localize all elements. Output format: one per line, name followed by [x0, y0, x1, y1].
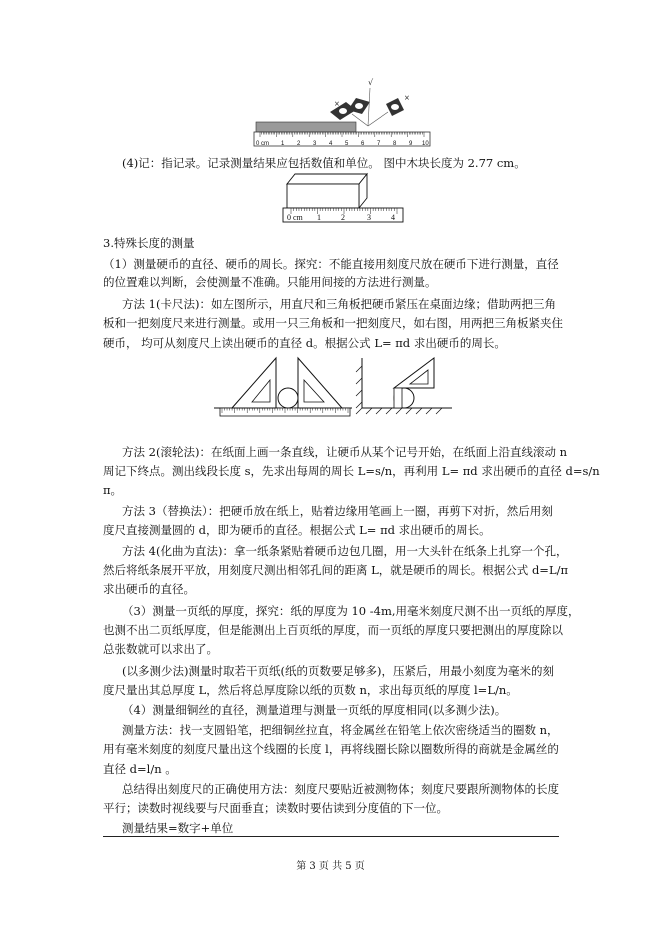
- eye-mark: √: [368, 78, 374, 87]
- ruler-label: 4: [391, 213, 395, 222]
- text-line: 测量方法：找一支圆铅笔，把细铜丝拉直，将金属丝在铅笔上依次密绕适当的圈数 n，: [122, 723, 559, 737]
- ruler-label: 10: [422, 141, 429, 147]
- text-line: 的位置难以判断，会使测量不准确。只能用间接的方法进行测量。: [103, 275, 437, 289]
- text-line: 也测不出二页纸厚度，但是能测出上百页纸的厚度，而一页纸的厚度只要把测出的厚度除以: [103, 623, 563, 637]
- ruler-label: 0 cm: [287, 213, 303, 222]
- text-line: 然后将纸条展开平放，用刻度尺测出相邻孔间的距离 L，就是硬币的周长。根据公式 d=L/π: [103, 563, 569, 577]
- text-line: π。: [103, 483, 123, 497]
- text-line: 方法 2(滚轮法)：在纸面上画一条直线，让硬币从某个记号开始，在纸面上沿直线滚动 n: [122, 445, 568, 459]
- ruler-label: 5: [345, 141, 349, 147]
- text-line: 求出硬币的直径。: [103, 582, 195, 596]
- text-line: 总张数就可以求出了。: [103, 642, 218, 656]
- text-line: 平行；读数时视线要与尺面垂直；读数时要估读到分度值的下一位。: [103, 801, 448, 815]
- text-line: 方法 4(化曲为直法)：拿一纸条紧贴着硬币边包几圈，用一大头针在纸条上扎穿一个孔，: [122, 544, 568, 558]
- text-line: 总结得出刻度尺的正确使用方法：刻度尺要贴近被测物体；刻度尺要跟所测物体的长度: [122, 782, 559, 796]
- text-line: 度尺量出其总厚度 L，然后将总厚度除以纸的页数 n，求出每页纸的厚度 l=L/n。: [103, 683, 518, 697]
- footer-divider: [103, 836, 559, 837]
- ruler-reading-figure: [252, 76, 432, 152]
- ruler-label: 1: [317, 213, 321, 222]
- ruler-label: 9: [409, 141, 413, 147]
- text-line: 板和一把刻度尺来进行测量。或用一只三角板和一把刻度尺，如右图，用两把三角板紧夹住: [103, 316, 563, 330]
- text-line: （1）测量硬币的直径、硬币的周长。探究：不能直接用刻度尺放在硬币下进行测量，直径: [103, 257, 559, 271]
- page-footer: 第 3 页 共 5 页: [296, 861, 365, 872]
- block-ruler-figure: [281, 170, 407, 226]
- ruler-label: 0 cm: [256, 141, 270, 147]
- text-line: （3）测量一页纸的厚度，探究：纸的厚度为 10 -4m,用毫米刻度尺测不出一页纸的厚度，: [122, 604, 580, 618]
- eye-icon: [386, 98, 404, 116]
- ruler-label: 3: [313, 141, 317, 147]
- text-line: 测量结果=数字+单位: [122, 821, 234, 835]
- text-line: （4）测量细铜丝的直径，测量道理与测量一页纸的厚度相同(以多测少法)。: [122, 703, 507, 717]
- text-line: 直径 d=l/n 。: [103, 762, 177, 776]
- text-line: (4)记：指记录。记录测量结果应包括数值和单位。 图中木块长度为 2.77 cm。: [122, 156, 526, 170]
- text-line: 方法 3（替换法）：把硬币放在纸上，贴着边缘用笔画上一圈，再剪下对折，然后用刻: [122, 504, 553, 518]
- ruler-label: 4: [329, 141, 333, 147]
- ruler-label: 2: [297, 141, 301, 147]
- ruler-label: 1: [281, 141, 285, 147]
- eye-mark: ×: [334, 100, 340, 108]
- eye-mark: ×: [404, 94, 410, 102]
- text-line: (以多测少法)测量时取若干页纸(纸的页数要足够多)，压紧后，用最小刻度为毫米的刻: [122, 664, 554, 678]
- ruler-label: 2: [341, 213, 345, 222]
- text-line: 硬币， 均可从刻度尺上读出硬币的直径 d。根据公式 L= πd 求出硬币的周长。: [103, 336, 506, 350]
- coin-measure-figure: [212, 356, 462, 426]
- ruler-label: 6: [361, 141, 365, 147]
- text-line: 周记下终点。测出线段长度 s，先求出每周的周长 L=s/n，再利用 L= πd 求出硬币的直径 d=s/n: [103, 464, 600, 478]
- text-line: 用有毫米刻度的刻度尺量出这个线圈的长度 l，再将线圈长除以圈数所得的商就是金属丝的: [103, 742, 559, 756]
- text-line: 度尺直接测量圆的 d，即为硬币的直径。根据公式 L= πd 求出硬币的周长。: [103, 523, 491, 537]
- ruler-label: 7: [377, 141, 381, 147]
- section-heading: 3.特殊长度的测量: [103, 236, 195, 250]
- ruler-label: 3: [367, 213, 371, 222]
- text-line: 方法 1(卡尺法)：如左图所示，用直尺和三角板把硬币紧压在桌面边缘；借助两把三角: [122, 297, 556, 311]
- ruler-label: 8: [393, 141, 397, 147]
